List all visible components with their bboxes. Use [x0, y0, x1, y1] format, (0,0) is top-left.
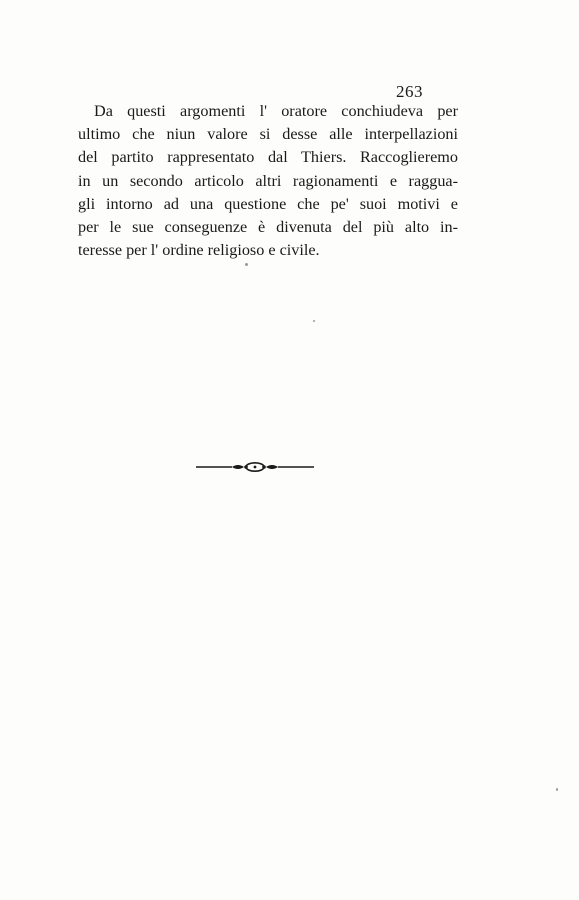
ink-speck — [556, 788, 558, 791]
ink-speck — [313, 320, 315, 322]
text-line: per le sue conseguenze è divenuta del più alto in- — [78, 218, 458, 237]
paragraph — [78, 100, 458, 262]
page-number: 263 — [396, 82, 423, 101]
text-line: in un secondo articolo altri ragionamenti e raggua- — [78, 171, 458, 190]
decorative-rule-icon — [196, 458, 314, 476]
text-line: del partito rappresentato dal Thiers. Raccoglieremo — [78, 148, 458, 167]
text-line: teresse per l' ordine religioso e civile. — [78, 241, 320, 260]
text-line: ultimo che niun valore si desse alle interpellazioni — [78, 125, 458, 144]
text-line: Da questi argomenti l' oratore conchiudeva per — [94, 102, 458, 120]
ink-speck — [245, 263, 248, 266]
text-line: gli intorno ad una questione che pe' suoi motivi e — [78, 194, 458, 213]
